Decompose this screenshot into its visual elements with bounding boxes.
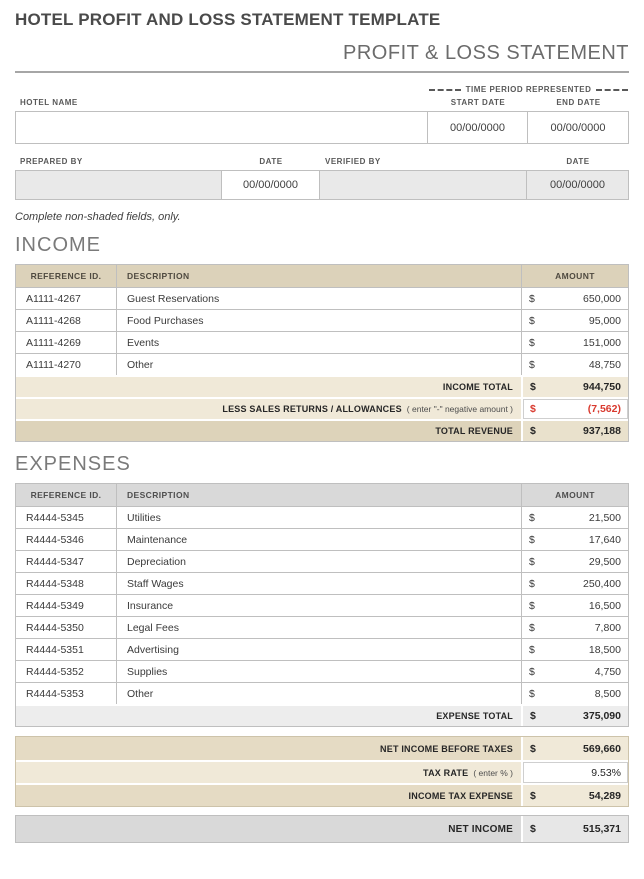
amount-value: 4,750 bbox=[594, 665, 621, 678]
table-row bbox=[16, 572, 628, 594]
tax-rate-hint: ( enter % ) bbox=[473, 767, 513, 778]
amount-cell[interactable] bbox=[521, 288, 628, 309]
prepared-date-input[interactable]: 00/00/0000 bbox=[222, 170, 320, 200]
reference-id-cell[interactable]: R4444-5350 bbox=[26, 621, 84, 634]
currency-symbol: $ bbox=[529, 533, 535, 546]
reference-id-cell[interactable]: A1111-4267 bbox=[26, 292, 81, 305]
amount-value: 151,000 bbox=[583, 336, 621, 349]
amount-value: 250,400 bbox=[583, 577, 621, 590]
table-row bbox=[16, 616, 628, 638]
start-date-label: START DATE bbox=[450, 98, 506, 107]
net-income-row bbox=[16, 816, 628, 842]
currency-symbol: $ bbox=[530, 425, 536, 437]
description-cell[interactable]: Other bbox=[116, 354, 521, 375]
time-period-labels bbox=[428, 85, 629, 107]
amount-value: (7,562) bbox=[587, 403, 621, 415]
description-cell[interactable]: Other bbox=[116, 683, 521, 704]
amount-value: 54,289 bbox=[588, 789, 621, 802]
table-row bbox=[16, 638, 628, 660]
amount-value: 7,800 bbox=[594, 621, 621, 634]
amount-value: 944,750 bbox=[583, 381, 621, 393]
table-row bbox=[16, 309, 628, 331]
description-cell[interactable]: Insurance bbox=[116, 595, 521, 616]
description-column-header: DESCRIPTION bbox=[116, 265, 521, 287]
currency-symbol: $ bbox=[529, 336, 535, 349]
reference-id-cell[interactable]: R4444-5347 bbox=[26, 555, 84, 568]
amount-value: 29,500 bbox=[588, 555, 621, 568]
currency-symbol: $ bbox=[529, 358, 535, 371]
page-title: HOTEL PROFIT AND LOSS STATEMENT TEMPLATE bbox=[15, 10, 441, 29]
verified-date-field: 00/00/0000 bbox=[527, 170, 629, 200]
currency-symbol: $ bbox=[529, 599, 535, 612]
reference-id-cell[interactable]: R4444-5346 bbox=[26, 533, 84, 546]
statement-subtitle: PROFIT & LOSS STATEMENT bbox=[343, 42, 629, 64]
reference-id-cell[interactable]: R4444-5348 bbox=[26, 577, 84, 590]
reference-id-cell[interactable]: A1111-4269 bbox=[26, 336, 81, 349]
prepared-date-label: DATE bbox=[259, 157, 283, 166]
verified-by-label: VERIFIED BY bbox=[325, 157, 381, 166]
amount-cell[interactable] bbox=[521, 354, 628, 375]
info-labels-row bbox=[15, 85, 629, 107]
verified-date-label: DATE bbox=[566, 157, 590, 166]
amount-value: 937,188 bbox=[583, 425, 621, 437]
income-table bbox=[15, 264, 629, 442]
amount-value: 48,750 bbox=[588, 358, 621, 371]
description-cell[interactable]: Supplies bbox=[116, 661, 521, 682]
amount-column-header: AMOUNT bbox=[521, 265, 628, 287]
description-cell[interactable]: Depreciation bbox=[116, 551, 521, 572]
amount-value: 21,500 bbox=[588, 511, 621, 524]
table-row bbox=[16, 353, 628, 375]
table-row bbox=[16, 287, 628, 309]
currency-symbol: $ bbox=[530, 403, 536, 415]
currency-symbol: $ bbox=[530, 381, 536, 393]
amount-value: 569,660 bbox=[583, 742, 621, 755]
end-date-label: END DATE bbox=[556, 98, 601, 107]
reference-id-cell[interactable]: A1111-4268 bbox=[26, 314, 81, 327]
expense-total-label: EXPENSE TOTAL bbox=[16, 706, 521, 726]
description-cell[interactable]: Advertising bbox=[116, 639, 521, 660]
description-cell[interactable]: Maintenance bbox=[116, 529, 521, 550]
tax-rate-label bbox=[16, 762, 521, 783]
description-cell[interactable]: Utilities bbox=[116, 507, 521, 528]
prepared-by-field bbox=[15, 170, 222, 200]
net-income-amount bbox=[521, 816, 628, 842]
description-cell[interactable]: Events bbox=[116, 332, 521, 353]
table-row bbox=[16, 594, 628, 616]
amount-cell[interactable] bbox=[521, 683, 628, 704]
amount-value: 18,500 bbox=[588, 643, 621, 656]
table-row bbox=[16, 506, 628, 528]
currency-symbol: $ bbox=[529, 511, 535, 524]
amount-value: 650,000 bbox=[583, 292, 621, 305]
expenses-table bbox=[15, 483, 629, 727]
expenses-table-header bbox=[16, 484, 628, 506]
total-revenue-row bbox=[16, 419, 628, 441]
dash-line bbox=[596, 89, 628, 91]
net-income-label: NET INCOME bbox=[16, 816, 521, 842]
hotel-name-label: HOTEL NAME bbox=[20, 98, 78, 107]
tax-rate-text: TAX RATE bbox=[423, 767, 469, 778]
amount-cell[interactable] bbox=[521, 617, 628, 638]
tax-rate-input[interactable]: 9.53% bbox=[521, 762, 628, 783]
header-divider bbox=[15, 71, 629, 73]
reference-id-cell[interactable]: R4444-5345 bbox=[26, 511, 84, 524]
amount-cell[interactable] bbox=[521, 529, 628, 550]
currency-symbol: $ bbox=[529, 314, 535, 327]
table-row bbox=[16, 682, 628, 704]
reference-id-cell[interactable]: R4444-5353 bbox=[26, 687, 84, 700]
currency-symbol: $ bbox=[529, 643, 535, 656]
reference-id-cell[interactable]: R4444-5351 bbox=[26, 643, 84, 656]
income-tax-expense-row bbox=[16, 783, 628, 806]
amount-cell[interactable] bbox=[521, 661, 628, 682]
reference-id-cell[interactable]: R4444-5352 bbox=[26, 665, 84, 678]
net-income-before-taxes-label: NET INCOME BEFORE TAXES bbox=[16, 737, 521, 760]
instruction-note: Complete non-shaded fields, only. bbox=[15, 211, 181, 223]
reference-id-cell[interactable]: R4444-5349 bbox=[26, 599, 84, 612]
currency-symbol: $ bbox=[530, 789, 536, 802]
time-period-label: TIME PERIOD REPRESENTED bbox=[465, 85, 592, 94]
description-column-header: DESCRIPTION bbox=[116, 484, 521, 506]
less-sales-returns-hint: ( enter "-" negative amount ) bbox=[406, 404, 513, 414]
reference-id-column-header: REFERENCE ID. bbox=[30, 490, 102, 500]
net-income-before-taxes-amount bbox=[521, 737, 628, 760]
currency-symbol: $ bbox=[530, 742, 536, 755]
tax-summary-block bbox=[15, 736, 629, 807]
less-sales-returns-input[interactable] bbox=[521, 399, 628, 419]
currency-symbol: $ bbox=[530, 823, 536, 835]
total-revenue-label: TOTAL REVENUE bbox=[16, 421, 521, 441]
net-income-block bbox=[15, 815, 629, 843]
currency-symbol: $ bbox=[529, 665, 535, 678]
prepared-labels-row bbox=[15, 157, 629, 166]
table-row bbox=[16, 550, 628, 572]
less-sales-returns-text: LESS SALES RETURNS / ALLOWANCES bbox=[222, 404, 402, 414]
income-total-row bbox=[16, 375, 628, 397]
table-row bbox=[16, 331, 628, 353]
dash-line bbox=[429, 89, 461, 91]
income-table-header bbox=[16, 265, 628, 287]
amount-cell[interactable] bbox=[521, 332, 628, 353]
income-total-amount bbox=[521, 377, 628, 397]
amount-cell[interactable] bbox=[521, 639, 628, 660]
amount-cell[interactable] bbox=[521, 595, 628, 616]
prepared-by-label: PREPARED BY bbox=[20, 157, 83, 166]
income-tax-expense-label: INCOME TAX EXPENSE bbox=[16, 785, 521, 806]
amount-value: 17,640 bbox=[588, 533, 621, 546]
currency-symbol: $ bbox=[529, 292, 535, 305]
table-row bbox=[16, 660, 628, 682]
table-row bbox=[16, 528, 628, 550]
reference-id-cell[interactable]: A1111-4270 bbox=[26, 358, 81, 371]
amount-value: 8,500 bbox=[594, 687, 621, 700]
hotel-name-input[interactable] bbox=[15, 111, 428, 144]
verified-by-field bbox=[320, 170, 527, 200]
total-revenue-amount bbox=[521, 421, 628, 441]
currency-symbol: $ bbox=[529, 555, 535, 568]
amount-value: 515,371 bbox=[583, 823, 621, 835]
amount-cell[interactable] bbox=[521, 551, 628, 572]
income-section-heading: INCOME bbox=[15, 234, 101, 256]
amount-value: 16,500 bbox=[588, 599, 621, 612]
currency-symbol: $ bbox=[529, 577, 535, 590]
expense-total-amount bbox=[521, 706, 628, 726]
description-cell[interactable]: Legal Fees bbox=[116, 617, 521, 638]
expenses-section-heading: EXPENSES bbox=[15, 453, 131, 475]
amount-value: 95,000 bbox=[588, 314, 621, 327]
less-sales-returns-row bbox=[16, 397, 628, 419]
hotel-info-row bbox=[15, 111, 629, 144]
currency-symbol: $ bbox=[529, 687, 535, 700]
less-sales-returns-label bbox=[16, 399, 521, 419]
income-total-label: INCOME TOTAL bbox=[16, 377, 521, 397]
expense-total-row bbox=[16, 704, 628, 726]
tax-rate-row bbox=[16, 760, 628, 783]
net-income-before-taxes-row bbox=[16, 737, 628, 760]
description-cell[interactable]: Staff Wages bbox=[116, 573, 521, 594]
prepared-info-row bbox=[15, 170, 629, 200]
description-cell[interactable]: Food Purchases bbox=[116, 310, 521, 331]
currency-symbol: $ bbox=[529, 621, 535, 634]
amount-column-header: AMOUNT bbox=[521, 484, 628, 506]
currency-symbol: $ bbox=[530, 710, 536, 722]
amount-cell[interactable] bbox=[521, 507, 628, 528]
amount-cell[interactable] bbox=[521, 310, 628, 331]
amount-value: 375,090 bbox=[583, 710, 621, 722]
description-cell[interactable]: Guest Reservations bbox=[116, 288, 521, 309]
amount-cell[interactable] bbox=[521, 573, 628, 594]
start-date-input[interactable]: 00/00/0000 bbox=[428, 111, 528, 144]
reference-id-column-header: REFERENCE ID. bbox=[30, 271, 102, 281]
end-date-input[interactable]: 00/00/0000 bbox=[528, 111, 629, 144]
income-tax-expense-amount bbox=[521, 785, 628, 806]
